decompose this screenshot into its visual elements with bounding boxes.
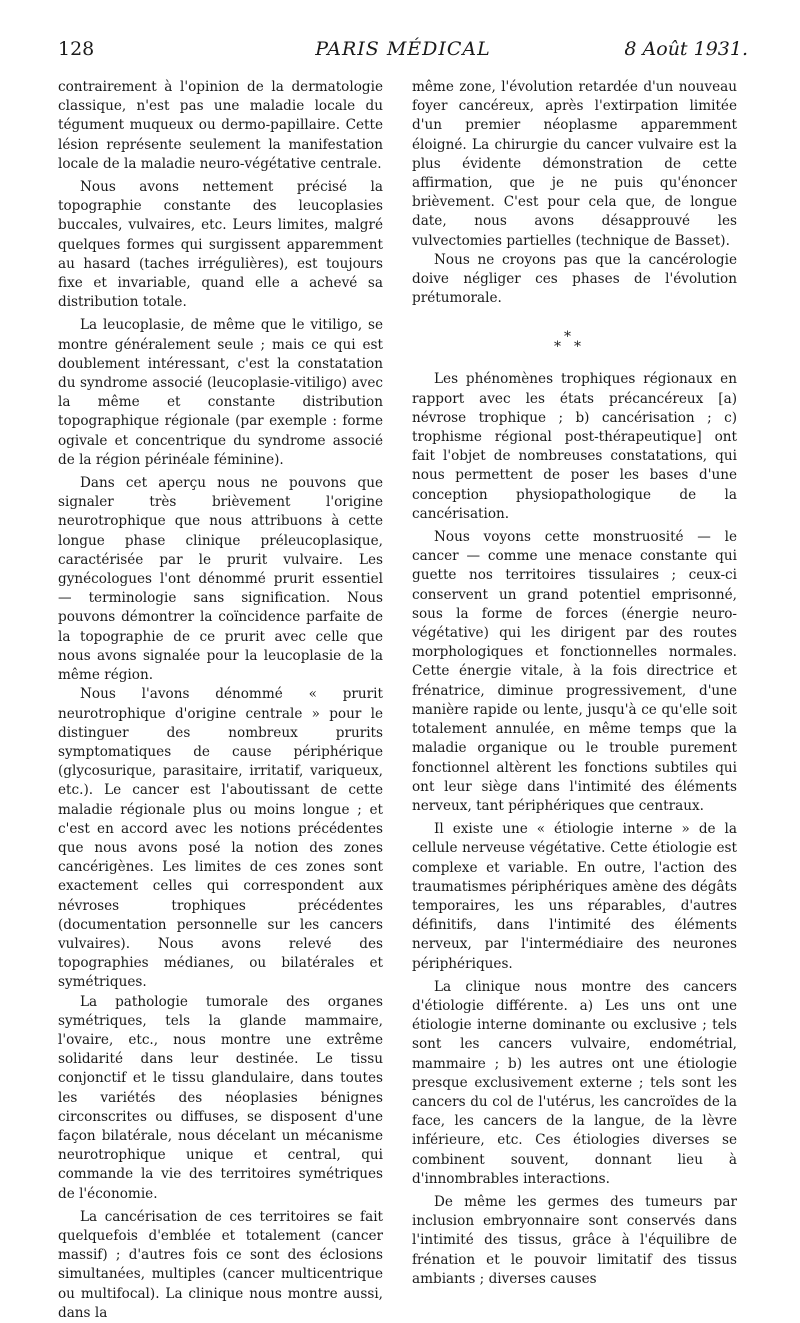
- paragraph: Dans cet aperçu nous ne pouvons que signaler très brièvement l'origine neurotrophique que nous attribuons à cette longue phase clinique préleucoplasique, caractérisée par le prurit vulvaire. Les gynécologues l'ont dénommé prurit essentiel — terminologie sans signification. Nous pouvons démontrer la coïncidence parfaite de la topographie de ce prurit avec celle que nous avons signalée pour la leucoplasie de la même région.: [58, 475, 383, 684]
- paragraph: Nous avons nettement précisé la topographie constante des leucoplasies buccales, vulvaires, etc. Leurs limites, malgré quelques formes qui surgissent apparemment au hasard (taches irrégulières), est toujours fixe et invariable, quand elle a achevé sa distribution totale.: [58, 179, 383, 311]
- page-number: 128: [58, 38, 95, 60]
- paragraph: La clinique nous montre des cancers d'étiologie différente. a) Les uns ont une étiologie interne dominante ou exclusive ; tels sont les cancers vulvaire, endométrial, mammaire ; b) les autres ont une étiologie presque exclusivement externe ; tels sont les cancers du col de l'utérus, les cancroïdes de la face, les cancers de la langue, de la lèvre inférieure, etc. Ces étiologies diverses se combinent souvent, donnant lieu à d'innombrables interactions.: [412, 978, 737, 1187]
- paragraph: Nous l'avons dénommé « prurit neurotrophique d'origine centrale » pour le distinguer des nombreux prurits symptomatiques de cause périphérique (glycosurique, parasitaire, irritatif, variqueux, etc.). Le cancer est l'aboutissant de cette maladie régionale plus ou moins longue ; et c'est en accord avec les notions précédentes que nous avons posé la notion des zones cancérigènes. Les limites de ces zones sont exactement celles qui correspondent aux névroses trophiques précédentes (documentation personnelle sur les cancers vulvaires). Nous avons relevé des topographies médianes, ou bilatérales et symétriques.: [58, 686, 383, 991]
- paragraph: Nous voyons cette monstruosité — le cancer — comme une menace constante qui guette nos territoires tissulaires ; ceux-ci conservent un grand potentiel emprisonné, sous la forme de forces (énergie neuro-végétative) qui les dirigent par des routes morphologiques et fonctionnelles normales. Cette énergie vitale, à la fois directrice et frénatrice, diminue progressivement, d'une manière rapide ou lente, jusqu'à ce qu'elle soit totalement annulée, en même temps que la maladie organique ou le trouble purement fonctionnel altèrent les fonctions subtiles qui ont leur siège dans l'intimité des éléments nerveux, tant périphériques que centraux.: [412, 529, 737, 814]
- paragraph: La leucoplasie, de même que le vitiligo, se montre généralement seule ; mais ce qui est doublement intéressant, c'est la constatation du syndrome associé (leucoplasie-vitiligo) avec la même et constante distribution topographique régionale (par exemple : forme ogivale et concentrique du syndrome associé de la région périnéale féminine).: [58, 317, 383, 468]
- paragraph: contrairement à l'opinion de la dermatologie classique, n'est pas une maladie locale du tégument muqueux ou dermo-papillaire. Cette lésion représente seulement la manifestation locale de la maladie neuro-végétative centrale.: [58, 79, 383, 172]
- left-column: [58, 78, 383, 1323]
- issue-date: 8 Août 1931.: [624, 38, 748, 60]
- paragraph: La pathologie tumorale des organes symétriques, tels la glande mammaire, l'ovaire, etc., nous montre une extrême solidarité dans leur destinée. Le tissu conjonctif et le tissu glandulaire, dans toutes les variétés des néoplasies bénignes circonscrites ou diffuses, se disposent d'une façon bilatérale, nous décelant un mécanisme neurotrophique unique et central, qui commande la vie des territoires symétriques de l'économie.: [58, 993, 383, 1202]
- paragraph: Les phénomènes trophiques régionaux en rapport avec les états précancéreux [a) névrose trophique ; b) cancérisation ; c) trophisme régional post-thérapeutique] ont fait l'objet de nombreuses constatations, qui nous permettent de poser les bases d'une conception physiopathologique de la cancérisation.: [412, 371, 737, 522]
- right-column: [412, 78, 737, 1289]
- asterisk: *: [574, 339, 581, 356]
- section-break-asterisks: [412, 308, 737, 370]
- page-header: [58, 38, 748, 68]
- paragraph: La cancérisation de ces territoires se fait quelquefois d'emblée et totalement (cancer massif) ; d'autres fois ce sont des éclosions simultanées, multiples (cancer multicentrique ou multifocal). La clinique nous montre aussi, dans la: [58, 1208, 383, 1321]
- asterisk: *: [554, 339, 561, 356]
- paragraph: Il existe une « étiologie interne » de la cellule nerveuse végétative. Cette étiologie est complexe et variable. En outre, l'action des traumatismes périphériques amène des dégâts temporaires, les uns réparables, d'autres définitifs, dans l'intimité des éléments nerveux, par l'intermédiaire des neurones périphériques.: [412, 821, 737, 972]
- paragraph: Nous ne croyons pas que la cancérologie doive négliger ces phases de l'évolution prétumorale.: [412, 251, 737, 307]
- paragraph: De même les germes des tumeurs par inclusion embryonnaire sont conservés dans l'intimité des tissus, grâce à l'équilibre de frénation et le pouvoir limitatif des tissus ambiants ; diverses causes: [412, 1193, 737, 1287]
- paragraph: même zone, l'évolution retardée d'un nouveau foyer cancéreux, après l'extirpation limitée d'un premier néoplasme apparemment éloigné. La chirurgie du cancer vulvaire est la plus évidente démonstration de cette affirmation, que je ne puis qu'énoncer brièvement. C'est pour cela que, de longue date, nous avons désapprouvé les vulvectomies partielles (technique de Basset).: [412, 79, 737, 249]
- asterisk: *: [564, 329, 571, 346]
- journal-title: PARIS MÉDICAL: [315, 38, 491, 60]
